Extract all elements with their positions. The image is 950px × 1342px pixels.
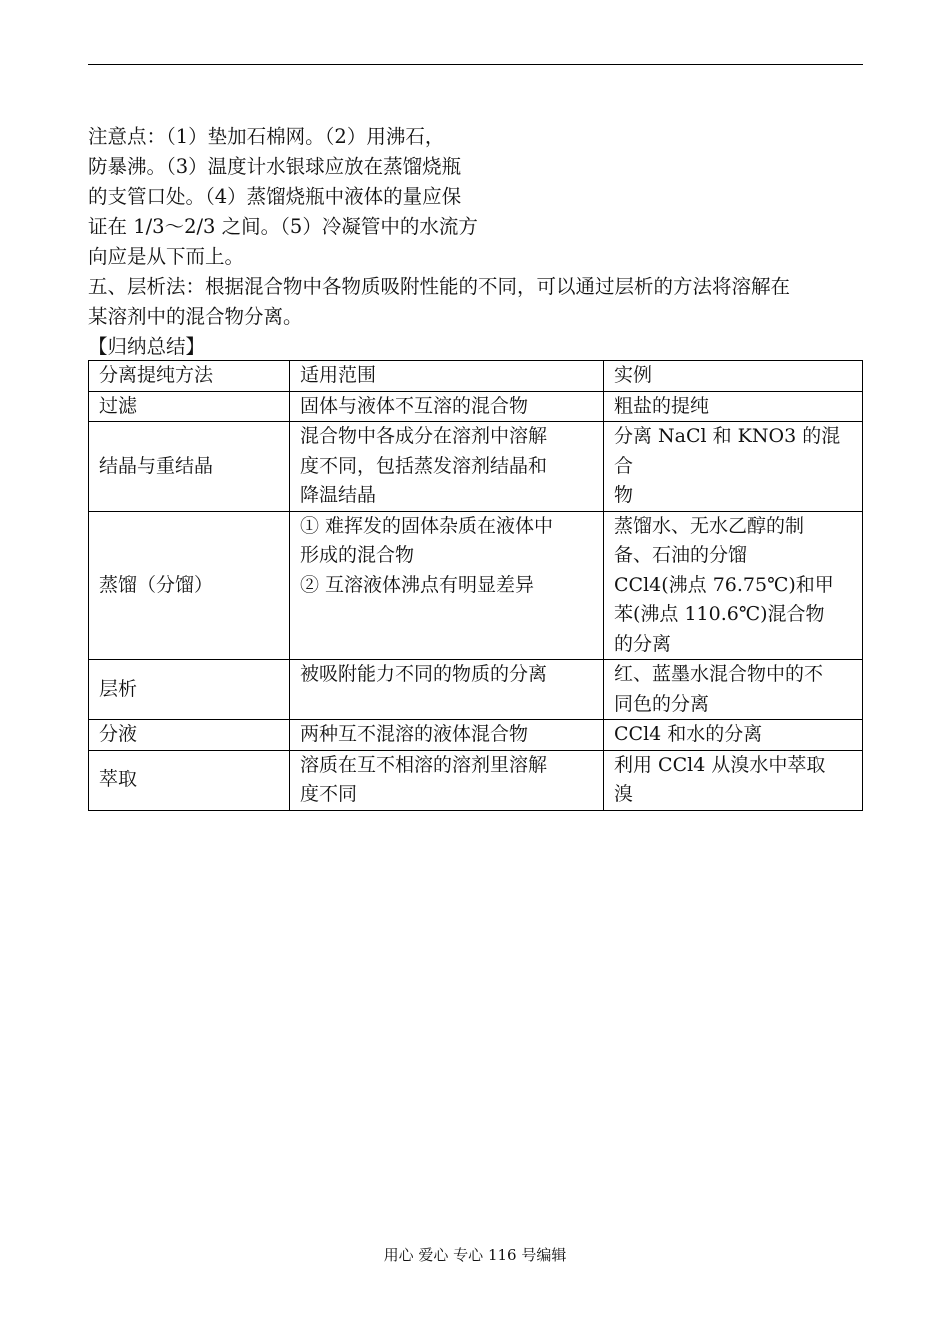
note-line: 防暴沸。（3）温度计水银球应放在蒸馏烧瓶 (88, 155, 462, 178)
scope-line: 两种互不混溶的液体混合物 (300, 723, 529, 745)
table-row (89, 660, 863, 720)
scope-cell (290, 660, 604, 720)
example-line: 的分离 (614, 632, 672, 655)
example-line: 溴 (614, 783, 634, 805)
example-line: 利用 CCl4 从溴水中萃取 (614, 753, 826, 776)
table-header-row (89, 361, 863, 392)
method-cell: 分液 (89, 720, 290, 751)
table-row (89, 422, 863, 512)
scope-line: ② 互溶液体沸点有明显差异 (300, 573, 535, 596)
note-line: 注意点：（1）垫加石棉网。（2）用沸石， (88, 125, 445, 148)
summary-table (88, 360, 863, 811)
scope-line: 固体与液体不互溶的混合物 (300, 394, 529, 417)
example-line: 备、石油的分馏 (614, 544, 748, 566)
scope-line: 被吸附能力不同的物质的分离 (300, 663, 548, 685)
section5-line: 某溶剂中的混合物分离。 (88, 305, 303, 328)
table-row (89, 720, 863, 751)
table-row (89, 511, 863, 660)
note-line: 向应是从下而上。 (88, 245, 245, 268)
header-scope: 适用范围 (290, 361, 604, 392)
example-cell (604, 422, 863, 512)
method-cell: 过滤 (89, 391, 290, 422)
example-cell (604, 750, 863, 810)
method-cell: 萃取 (89, 750, 290, 810)
scope-cell (290, 750, 604, 810)
example-cell (604, 660, 863, 720)
example-cell (604, 391, 863, 422)
scope-cell (290, 422, 604, 512)
scope-line: 度不同，包括蒸发溶剂结晶和 (300, 454, 548, 477)
section5-line: 五、层析法：根据混合物中各物质吸附性能的不同，可以通过层析的方法将溶解在 (88, 275, 791, 298)
scope-line: 度不同 (300, 783, 358, 805)
example-line: CCl4(沸点 76.75℃)和甲 (614, 573, 834, 596)
example-line: 红、蓝墨水混合物中的不 (614, 663, 824, 685)
header-rule (88, 64, 863, 65)
table-row (89, 750, 863, 810)
example-cell (604, 720, 863, 751)
method-cell: 层析 (89, 660, 290, 720)
header-method: 分离提纯方法 (89, 361, 290, 392)
example-line: CCl4 和水的分离 (614, 723, 763, 745)
note-line: 的支管口处。（4）蒸馏烧瓶中液体的量应保 (88, 185, 462, 208)
example-line: 物 (614, 484, 634, 506)
example-cell (604, 511, 863, 660)
scope-cell (290, 391, 604, 422)
scope-line: 混合物中各成分在溶剂中溶解 (300, 425, 548, 447)
scope-line: 形成的混合物 (300, 544, 415, 566)
body-text (88, 122, 868, 362)
page-footer: 用心 爱心 专心 116 号编辑 (383, 1246, 567, 1264)
example-line: 粗盐的提纯 (614, 394, 710, 417)
note-line: 证在 1/3～2/3 之间。（5）冷凝管中的水流方 (88, 215, 478, 238)
method-cell: 蒸馏（分馏） (89, 511, 290, 660)
scope-cell (290, 511, 604, 660)
scope-cell (290, 720, 604, 751)
header-example: 实例 (604, 361, 863, 392)
example-line: 分离 NaCl 和 KNO3 的混合 (614, 425, 841, 477)
scope-line: 溶质在互不相溶的溶剂里溶解 (300, 753, 548, 776)
example-line: 蒸馏水、无水乙醇的制 (614, 514, 805, 537)
example-line: 苯(沸点 110.6℃)混合物 (614, 603, 825, 625)
method-cell: 结晶与重结晶 (89, 422, 290, 512)
scope-line: 降温结晶 (300, 484, 377, 506)
table-row (89, 391, 863, 422)
example-line: 同色的分离 (614, 692, 710, 715)
scope-line: ① 难挥发的固体杂质在液体中 (300, 514, 554, 537)
summary-heading: 【归纳总结】 (88, 335, 206, 358)
